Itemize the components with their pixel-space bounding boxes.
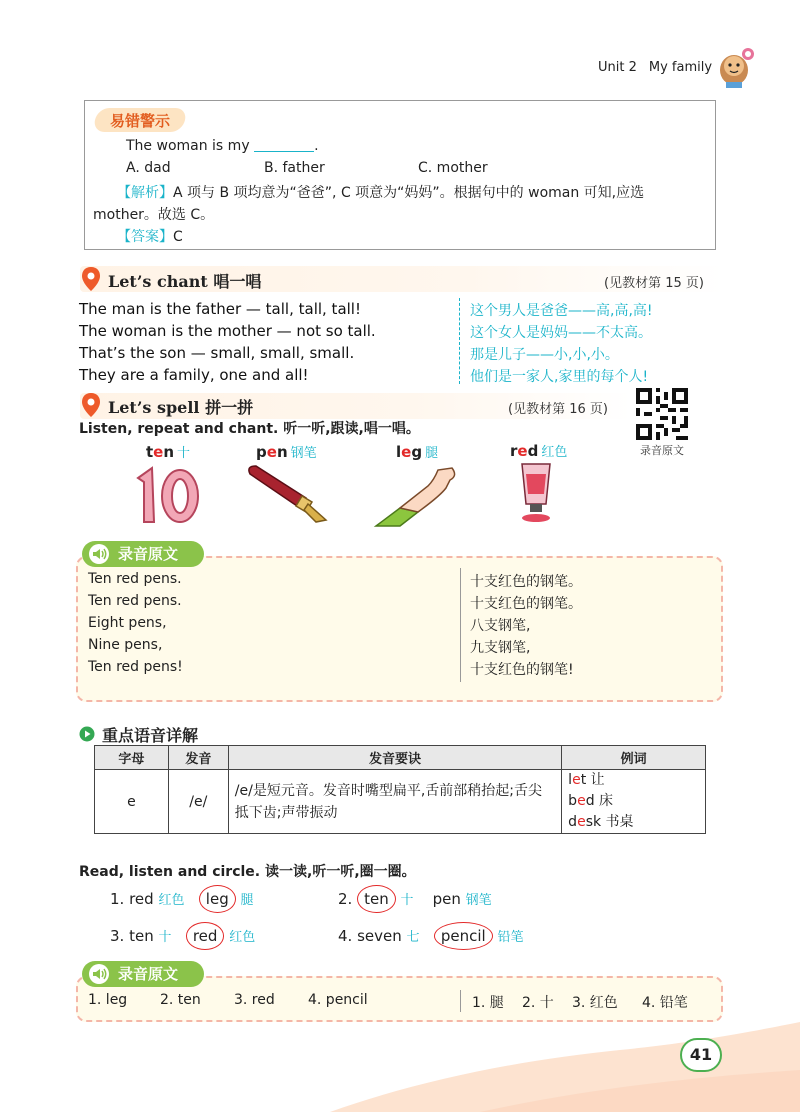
script2-zh-1: 1. 腿 (472, 995, 504, 1011)
script2-en-3: 3. red (234, 992, 275, 1008)
analysis-line-1: 【解析】A 项与 B 项均意为“爸爸”, C 项意为“妈妈”。根据句中的 woman 可知,应选 (117, 185, 645, 201)
circle-instruction: Read, listen and circle. 读一读,听一听,圈一圈。 (79, 864, 416, 880)
key-phonetics-title: 重点语音详解 (102, 726, 199, 745)
chant-line-zh-1: 这个男人是爸爸——高,高,高! (470, 303, 653, 319)
option-b: B. father (264, 160, 325, 176)
chant-line-zh-3: 那是儿子——小,小,小。 (470, 347, 619, 363)
col-sound: 发音 (168, 746, 228, 770)
pen-icon (246, 462, 334, 526)
script2-zh-2: 2. 十 (522, 995, 554, 1011)
location-pin-icon (80, 266, 102, 292)
script1-en-2: Ten red pens. (88, 593, 182, 609)
audio-script-tab-2: 录音原文 (82, 961, 204, 987)
spell-word-red: red 红色 (510, 442, 568, 460)
number-ten-icon (132, 464, 204, 528)
chant-line-en-1: The man is the father — tall, tall, tall! (79, 300, 361, 318)
spell-instruction: Listen, repeat and chant. 听一听,跟读,唱一唱。 (79, 421, 420, 437)
option-a: A. dad (126, 160, 171, 176)
script1-zh-4: 九支钢笔, (470, 640, 531, 656)
chant-line-zh-2: 这个女人是妈妈——不太高。 (470, 325, 652, 341)
script1-zh-1: 十支红色的钢笔。 (470, 574, 582, 590)
chant-line-zh-4: 他们是一家人,家里的每个人! (470, 369, 649, 385)
phonetics-table (94, 745, 706, 834)
script1-en-1: Ten red pens. (88, 571, 182, 587)
circle-item-2: 2. ten 十 pen 钢笔 (338, 889, 492, 908)
script2-en-4: 4. pencil (308, 992, 368, 1008)
cell-tip: /e/是短元音。发音时嘴型扁平,舌前部稍抬起;舌尖抵下齿;声带振动 (228, 770, 561, 834)
mascot-icon (712, 44, 758, 90)
leg-icon (370, 462, 462, 528)
script1-zh-3: 八支钢笔, (470, 618, 531, 634)
speaker-icon[interactable] (88, 543, 110, 565)
script1-zh-2: 十支红色的钢笔。 (470, 596, 582, 612)
script1-en-3: Eight pens, (88, 615, 167, 631)
circled-answer[interactable]: leg (199, 885, 236, 913)
blank-line (254, 151, 314, 152)
spell-page-ref: (见教材第 16 页) (508, 402, 608, 417)
answer-line: 【答案】C (117, 229, 183, 245)
page-header (598, 60, 724, 75)
unit-label: Unit 2 (598, 60, 637, 75)
spell-word-pen: pen 钢笔 (256, 443, 317, 461)
qr-code-icon[interactable] (636, 388, 688, 440)
example-desk: desk 书桌 (568, 814, 634, 830)
option-c: C. mother (418, 160, 488, 176)
chant-line-en-3: That’s the son — small, small, small. (79, 344, 355, 362)
play-circle-icon (79, 726, 95, 742)
chant-divider (459, 298, 460, 384)
circled-answer[interactable]: red (186, 922, 225, 950)
page-number: 41 (680, 1038, 722, 1072)
script2-zh-4: 4. 铅笔 (642, 995, 688, 1011)
chant-title: Let’s chant 唱一唱 (108, 272, 262, 291)
spell-title: Let’s spell 拼一拼 (108, 398, 254, 417)
spell-word-leg: leg 腿 (396, 443, 439, 461)
circle-item-1: 1. red 红色 leg 腿 (110, 889, 254, 908)
script2-zh-3: 3. 红色 (572, 995, 618, 1011)
circle-item-4: 4. seven 七 pencil 铅笔 (338, 926, 524, 945)
col-letter: 字母 (95, 746, 169, 770)
script2-divider (460, 990, 461, 1012)
table-row (95, 770, 706, 834)
script1-en-5: Ten red pens! (88, 659, 183, 675)
spell-word-ten: ten 十 (146, 443, 191, 461)
cell-sound: /e/ (168, 770, 228, 834)
analysis-line-2: mother。故选 C。 (93, 207, 215, 223)
example-bed: bed 床 (568, 793, 614, 809)
chant-line-en-2: The woman is the mother — not so tall. (79, 322, 376, 340)
circled-answer[interactable]: ten (357, 885, 396, 913)
script2-en-2: 2. ten (160, 992, 201, 1008)
col-tip: 发音要诀 (228, 746, 561, 770)
error-question: The woman is my . (126, 138, 319, 154)
cell-examples (562, 770, 706, 834)
cell-letter: e (95, 770, 169, 834)
col-examples: 例词 (562, 746, 706, 770)
chant-line-en-4: They are a family, one and all! (79, 366, 309, 384)
example-let: let 让 (568, 772, 605, 788)
paint-tube-icon (514, 460, 558, 524)
error-warning-title: 易错警示 (110, 112, 171, 130)
script1-en-4: Nine pens, (88, 637, 163, 653)
circle-item-3: 3. ten 十 red 红色 (110, 926, 255, 945)
audio-script-tab-1: 录音原文 (82, 541, 204, 567)
chant-page-ref: (见教材第 15 页) (604, 276, 704, 291)
circled-answer[interactable]: pencil (434, 922, 493, 950)
script1-zh-5: 十支红色的钢笔! (470, 662, 574, 678)
unit-title: My family (648, 60, 713, 75)
script2-en-1: 1. leg (88, 992, 128, 1008)
table-header-row (95, 746, 706, 770)
qr-caption: 录音原文 (640, 444, 684, 457)
location-pin-icon (80, 392, 102, 418)
speaker-icon[interactable] (88, 963, 110, 985)
script1-divider (460, 568, 461, 682)
